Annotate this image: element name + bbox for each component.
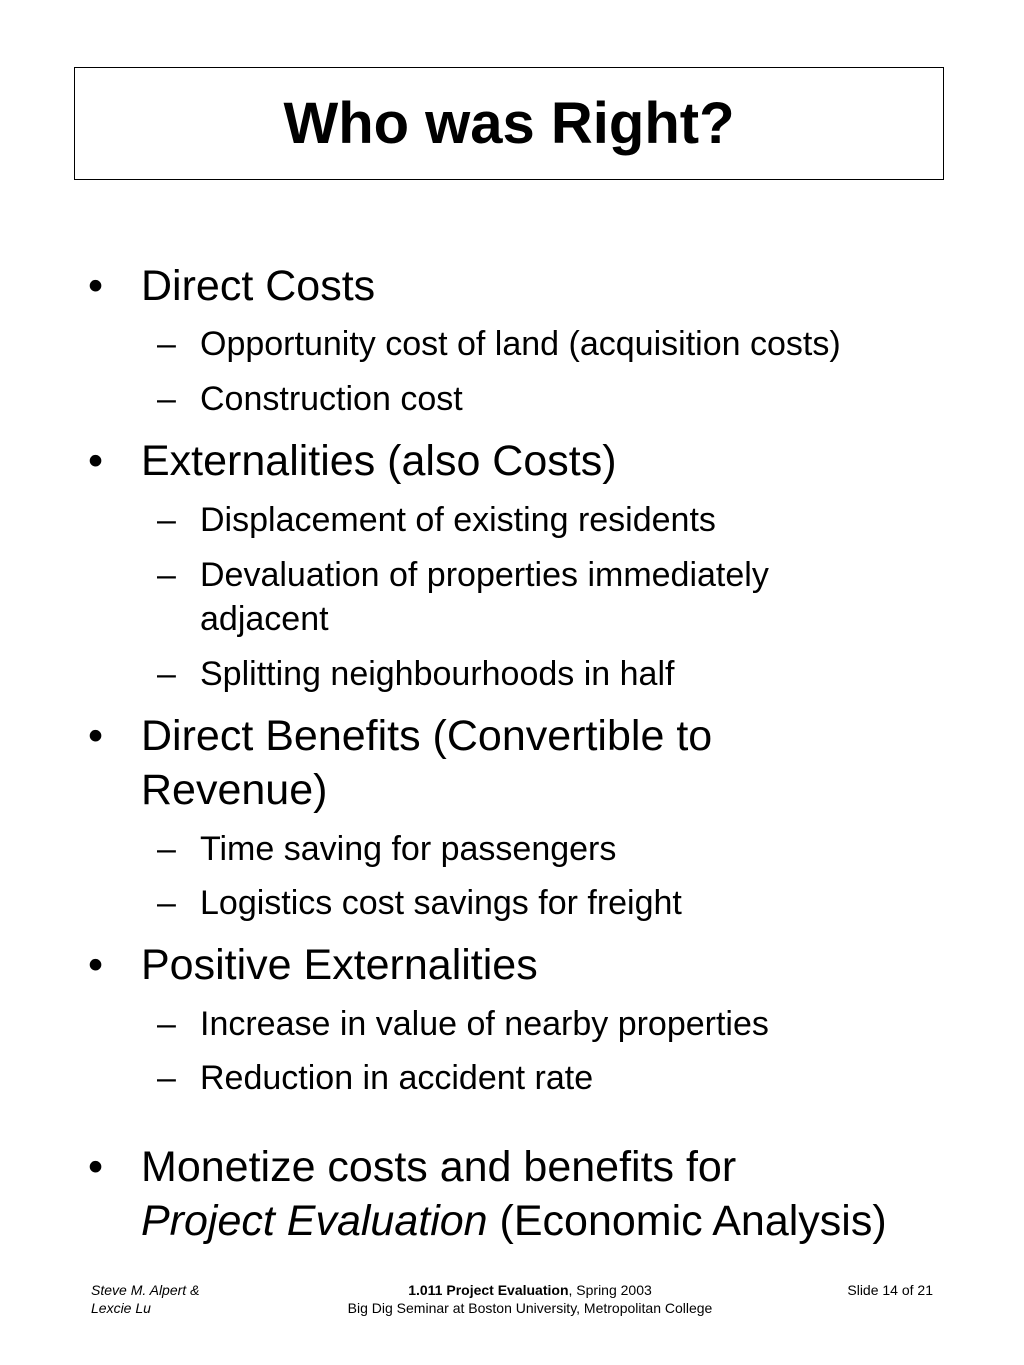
footer-course [310, 1281, 750, 1317]
sub-bullet-text: Logistics cost savings for freight [200, 884, 682, 922]
footer-course-term: , Spring 2003 [568, 1282, 652, 1298]
footer-course-line [310, 1281, 750, 1299]
sub-marker: – [157, 380, 176, 418]
sub-bullet-text: Splitting neighbourhoods in half [200, 655, 675, 693]
sub-marker: – [157, 556, 176, 594]
sub-bullet-text: adjacent [200, 600, 329, 638]
footer-slide-number: Slide 14 of 21 [847, 1282, 933, 1298]
footer-course-name: 1.011 Project Evaluation [408, 1282, 569, 1298]
italic-phrase: Project Evaluation [141, 1197, 488, 1245]
title-box [74, 67, 944, 180]
bullet-marker: • [88, 712, 104, 760]
sub-marker: – [157, 1059, 176, 1097]
bullet-text: Revenue) [141, 766, 328, 814]
sub-marker: – [157, 884, 176, 922]
footer-authors [91, 1281, 199, 1317]
sub-bullet-text: Time saving for passengers [200, 830, 617, 868]
bullet-text: Externalities (also Costs) [141, 437, 617, 485]
bullet-marker: • [88, 1143, 104, 1191]
bullet-marker: • [88, 262, 104, 310]
footer-author-line: Lexcie Lu [91, 1300, 151, 1316]
sub-marker: – [157, 655, 176, 693]
footer-author-line: Steve M. Alpert & [91, 1282, 200, 1298]
bullet-marker: • [88, 437, 104, 485]
sub-marker: – [157, 325, 176, 363]
sub-bullet-text: Reduction in accident rate [200, 1059, 594, 1097]
bullet-text: Direct Costs [141, 262, 376, 310]
bullet-text: Direct Benefits (Convertible to [141, 712, 713, 760]
sub-bullet-text: Opportunity cost of land (acquisition costs) [200, 325, 841, 363]
footer-seminar-line: Big Dig Seminar at Boston University, Metropolitan College [347, 1300, 713, 1316]
bullet-text: Positive Externalities [141, 941, 538, 989]
sub-bullet-text: Devaluation of properties immediately [200, 556, 769, 594]
bullet-text-line2 [141, 1194, 887, 1248]
sub-bullet-text: Construction cost [200, 380, 463, 418]
sub-marker: – [157, 1005, 176, 1043]
bullet-text: Monetize costs and benefits for [141, 1143, 737, 1191]
sub-marker: – [157, 501, 176, 539]
bullet-marker: • [88, 941, 104, 989]
bullet-text-rest: (Economic Analysis) [487, 1197, 887, 1245]
slide-title: Who was Right? [283, 90, 735, 156]
sub-bullet-text: Increase in value of nearby properties [200, 1005, 769, 1043]
sub-marker: – [157, 830, 176, 868]
sub-bullet-text: Displacement of existing residents [200, 501, 716, 539]
